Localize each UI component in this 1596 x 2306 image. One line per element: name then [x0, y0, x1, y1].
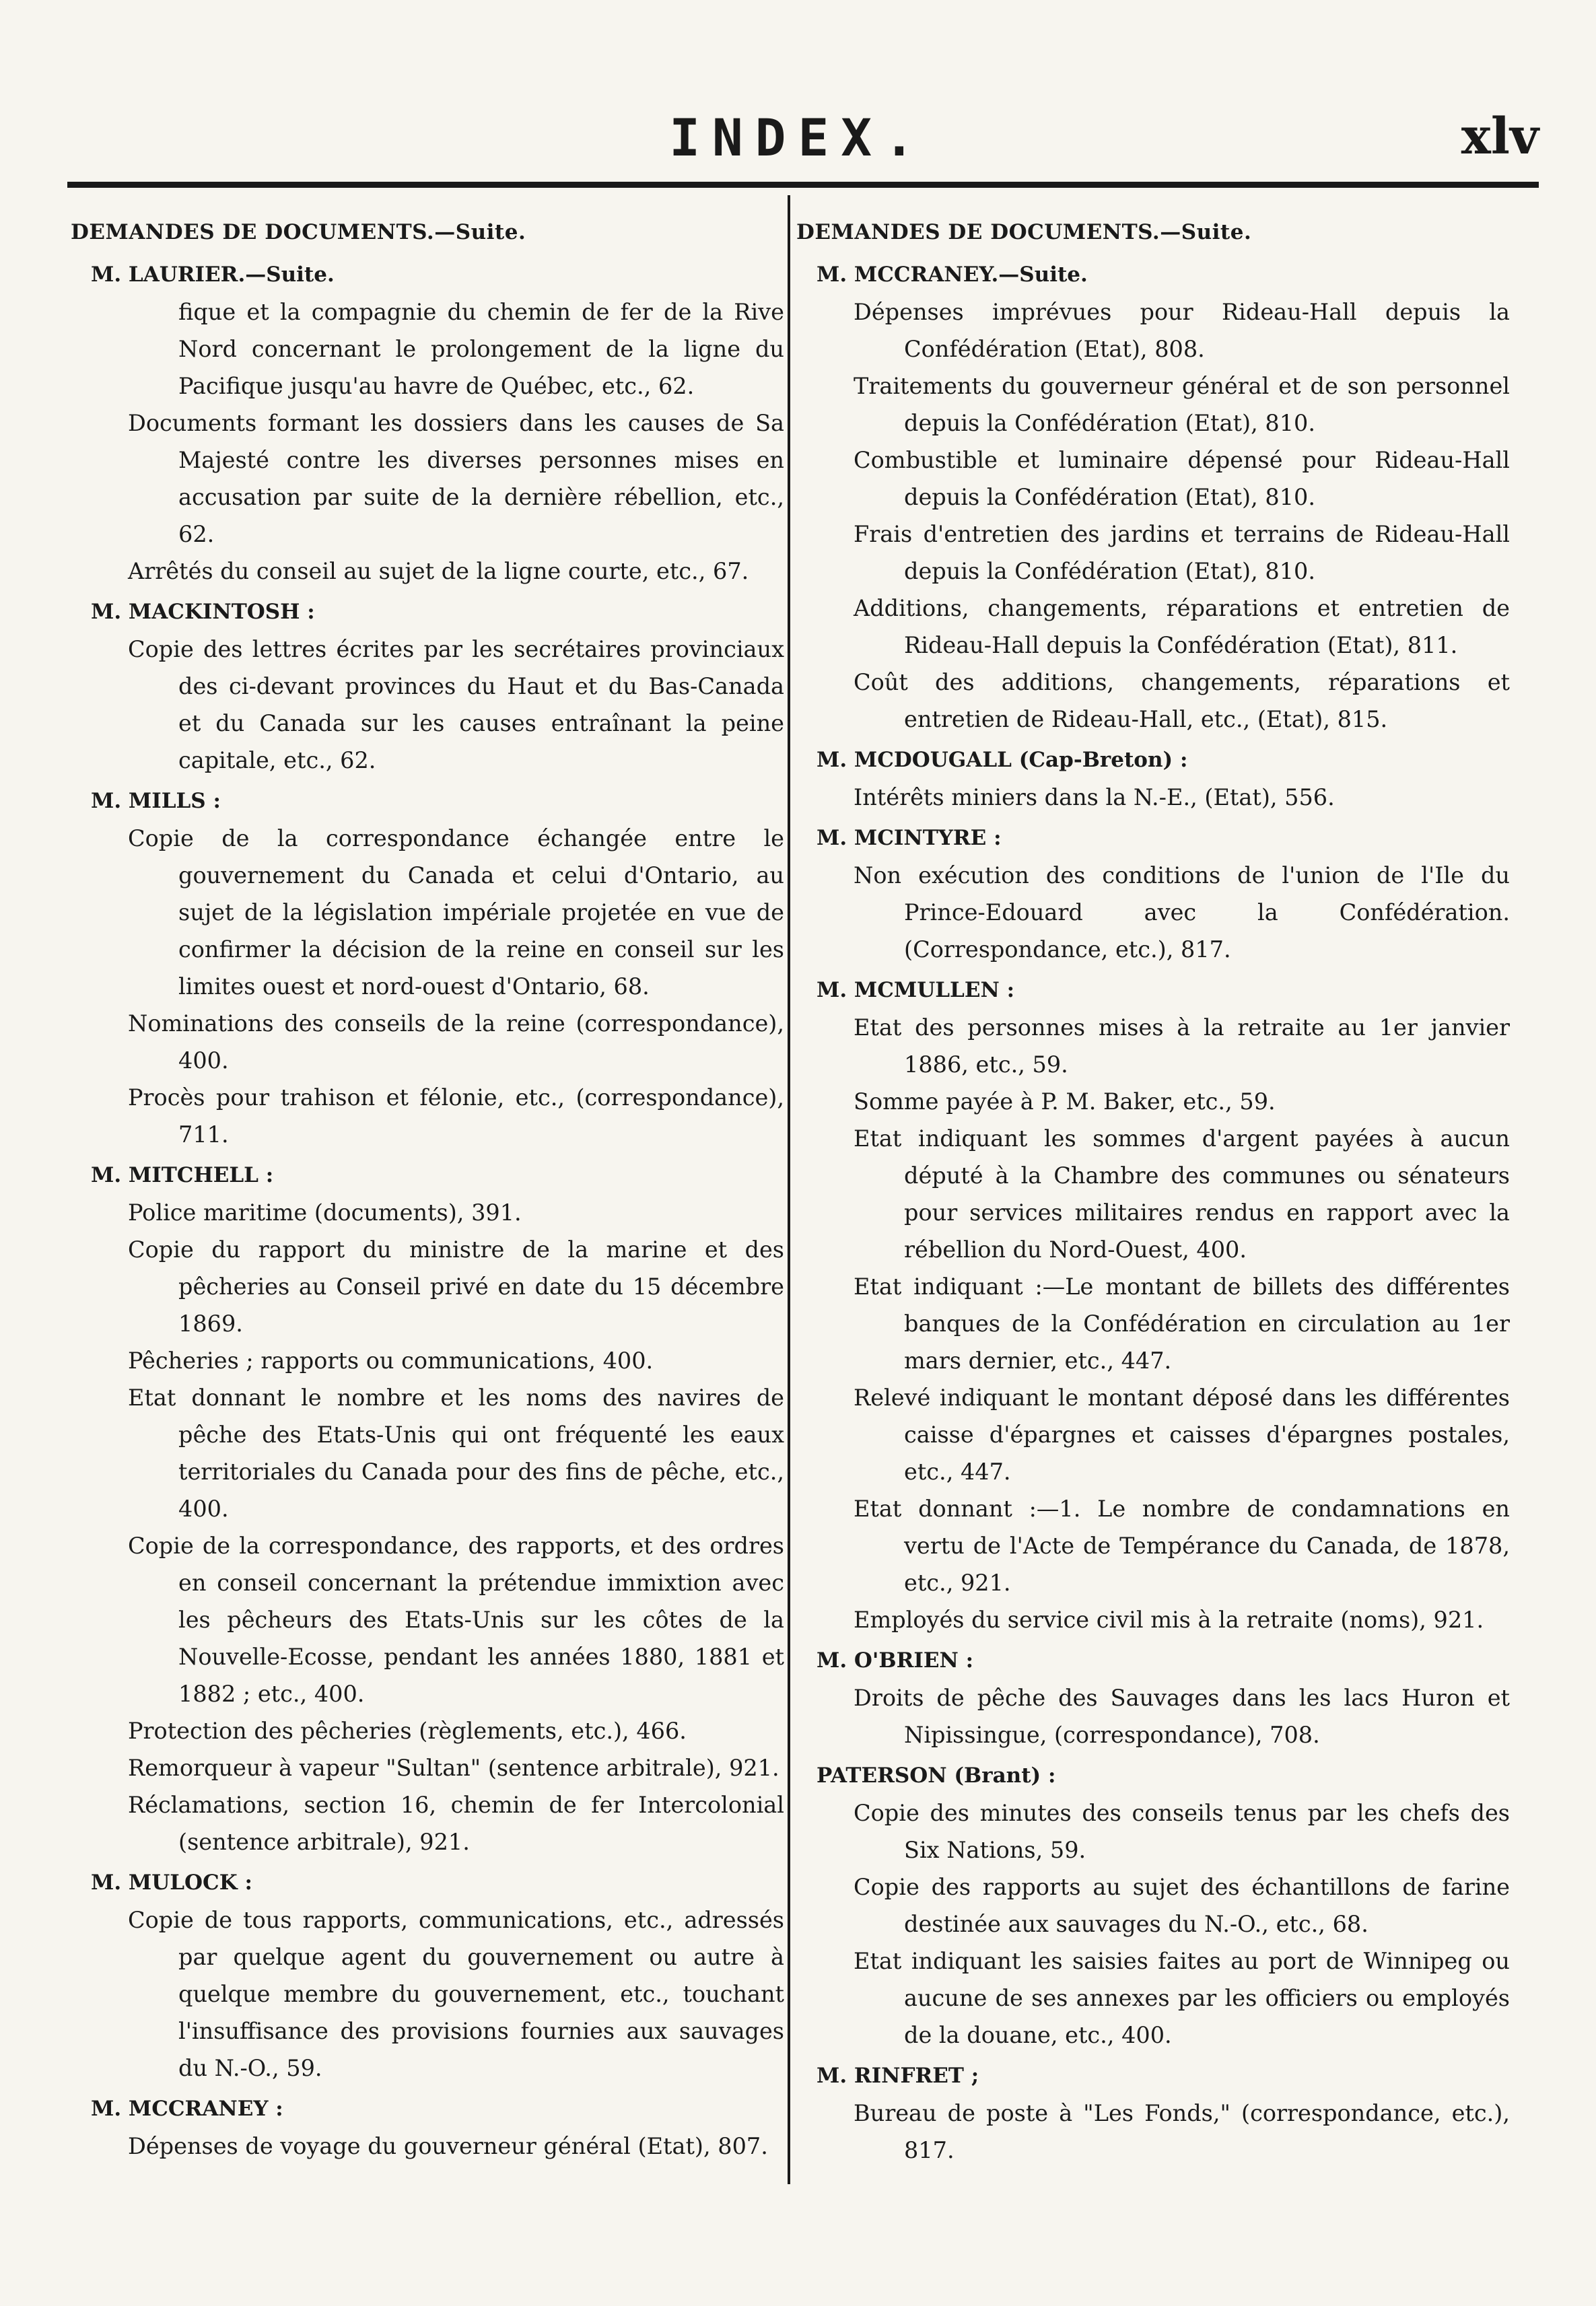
index-entry: Non exécution des conditions de l'union de l'Ile du Prince-Edouard avec la Confédération. (Correspondance, etc.), 817. [854, 862, 1510, 963]
index-entry: Protection des pêcheries (règlements, etc.), 466. [128, 1718, 687, 1744]
member-name: M. MITCHELL : [91, 1163, 274, 1187]
index-entry: Procès pour trahison et félonie, etc., (correspondance), 711. [128, 1084, 784, 1148]
index-entry: Police maritime (documents), 391. [128, 1199, 522, 1226]
left-column [71, 214, 784, 2165]
index-entry: Copie de tous rapports, communications, etc., adressés par quelque agent du gouvernement ou autre à quelque membre du gouvernement, etc., touchant l'insuffisance des provisions fournies aux sauvages du N.-O., 59. [128, 1907, 784, 2081]
index-entry: Intérêts miniers dans la N.-E., (Etat), 556. [854, 784, 1335, 810]
member-name: M. LAURIER.—Suite. [91, 263, 335, 287]
member-name: M. MULOCK : [91, 1871, 252, 1895]
index-entry: Arrêtés du conseil au sujet de la ligne courte, etc., 67. [128, 558, 749, 584]
index-entry: Copie de la correspondance échangée entre le gouvernement du Canada et celui d'Ontario, au sujet de la législation impériale projetée en vue de confirmer la décision de la reine en conseil sur les limites ouest et nord-ouest d'Ontario, 68. [128, 825, 784, 1000]
header-rule [67, 182, 1539, 188]
index-entry: Copie des rapports au sujet des échantillons de farine destinée aux sauvages du N.-O., etc., 68. [854, 1874, 1510, 1937]
member-name: PATERSON (Brant) : [817, 1763, 1056, 1788]
index-entry: Bureau de poste à "Les Fonds," (correspondance, etc.), 817. [854, 2100, 1510, 2163]
index-entry: Somme payée à P. M. Baker, etc., 59. [854, 1088, 1276, 1115]
index-entry: Copie des minutes des conseils tenus par les chefs des Six Nations, 59. [854, 1800, 1510, 1863]
member-name: M. MACKINTOSH : [91, 600, 315, 624]
index-entry: Etat donnant :—1. Le nombre de condamnations en vertu de l'Acte de Tempérance du Canada, de 1878, etc., 921. [854, 1496, 1510, 1596]
section-heading: DEMANDES DE DOCUMENTS.—Suite. [796, 220, 1252, 244]
index-entry: Droits de pêche des Sauvages dans les lacs Huron et Nipissingue, (correspondance), 708. [854, 1685, 1510, 1748]
right-column [796, 214, 1510, 2169]
index-entry: Dépenses imprévues pour Rideau-Hall depuis la Confédération (Etat), 808. [854, 299, 1510, 362]
member-name: M. MCINTYRE : [817, 826, 1002, 850]
index-entry: Copie de la correspondance, des rapports, et des ordres en conseil concernant la prétendue immixtion avec les pêcheurs des Etats-Unis sur les côtes de la Nouvelle-Ecosse, pendant les années 1880, 1881 et 1882 ; etc., 400. [128, 1533, 784, 1707]
index-entry: Etat indiquant :—Le montant de billets des différentes banques de la Confédération en circulation au 1er mars dernier, etc., 447. [854, 1273, 1510, 1374]
section-heading: DEMANDES DE DOCUMENTS.—Suite. [71, 220, 526, 244]
index-entry: Copie des lettres écrites par les secrétaires provinciaux des ci-devant provinces du Haut et du Bas-Canada et du Canada sur les causes entraînant la peine capitale, etc., 62. [128, 636, 784, 773]
index-entry: Relevé indiquant le montant déposé dans les différentes caisse d'épargnes et caisses d'épargnes postales, etc., 447. [854, 1385, 1510, 1485]
index-entry: Etat indiquant les sommes d'argent payées à aucun député à la Chambre des communes ou sénateurs pour services militaires rendus en rapport avec la rébellion du Nord-Ouest, 400. [854, 1125, 1510, 1263]
index-entry: Etat des personnes mises à la retraite au 1er janvier 1886, etc., 59. [854, 1014, 1510, 1078]
index-entry: Traitements du gouverneur général et de son personnel depuis la Confédération (Etat), 810. [854, 373, 1510, 436]
member-name: M. RINFRET ; [817, 2064, 979, 2088]
index-entry: Nominations des conseils de la reine (correspondance), 400. [128, 1010, 784, 1074]
page-title: INDEX. [669, 108, 927, 168]
member-name: M. O'BRIEN : [817, 1648, 974, 1673]
index-entry: Etat donnant le nombre et les noms des navires de pêche des Etats-Unis qui ont fréquenté les eaux territoriales du Canada pour des fins de pêche, etc., 400. [128, 1385, 784, 1522]
index-entry: Employés du service civil mis à la retraite (noms), 921. [854, 1607, 1484, 1633]
member-name: M. MCMULLEN : [817, 978, 1015, 1002]
index-entry: Documents formant les dossiers dans les causes de Sa Majesté contre les diverses personnes mises en accusation par suite de la dernière rébellion, etc., 62. [128, 410, 784, 547]
index-entry: Copie du rapport du ministre de la marine et des pêcheries au Conseil privé en date du 15 décembre 1869. [128, 1236, 784, 1337]
page-header [0, 108, 1596, 182]
index-entry: Frais d'entretien des jardins et terrains de Rideau-Hall depuis la Confédération (Etat), 810. [854, 521, 1510, 584]
index-entry: Coût des additions, changements, réparations et entretien de Rideau-Hall, etc., (Etat), 815. [854, 669, 1510, 732]
member-name: M. MCCRANEY : [91, 2097, 283, 2121]
index-entry: Pêcheries ; rapports ou communications, 400. [128, 1348, 654, 1374]
member-name: M. MCDOUGALL (Cap-Breton) : [817, 748, 1188, 772]
index-entry: Dépenses de voyage du gouverneur général (Etat), 807. [128, 2133, 768, 2159]
index-entry: Réclamations, section 16, chemin de fer Intercolonial (sentence arbitrale), 921. [128, 1792, 784, 1855]
index-entry: Additions, changements, réparations et entretien de Rideau-Hall depuis la Confédération (Etat), 811. [854, 595, 1510, 658]
index-entry: Remorqueur à vapeur "Sultan" (sentence arbitrale), 921. [128, 1755, 779, 1781]
column-divider [788, 195, 790, 2184]
index-entry: fique et la compagnie du chemin de fer de la Rive Nord concernant le prolongement de la ligne du Pacifique jusqu'au havre de Québec, etc., 62. [178, 299, 784, 399]
page-number: xlv [1461, 108, 1539, 166]
member-name: M. MCCRANEY.—Suite. [817, 263, 1088, 287]
member-name: M. MILLS : [91, 789, 221, 813]
index-entry: Combustible et luminaire dépensé pour Rideau-Hall depuis la Confédération (Etat), 810. [854, 447, 1510, 510]
index-entry: Etat indiquant les saisies faites au port de Winnipeg ou aucune de ses annexes par les officiers ou employés de la douane, etc., 400. [854, 1948, 1510, 2048]
